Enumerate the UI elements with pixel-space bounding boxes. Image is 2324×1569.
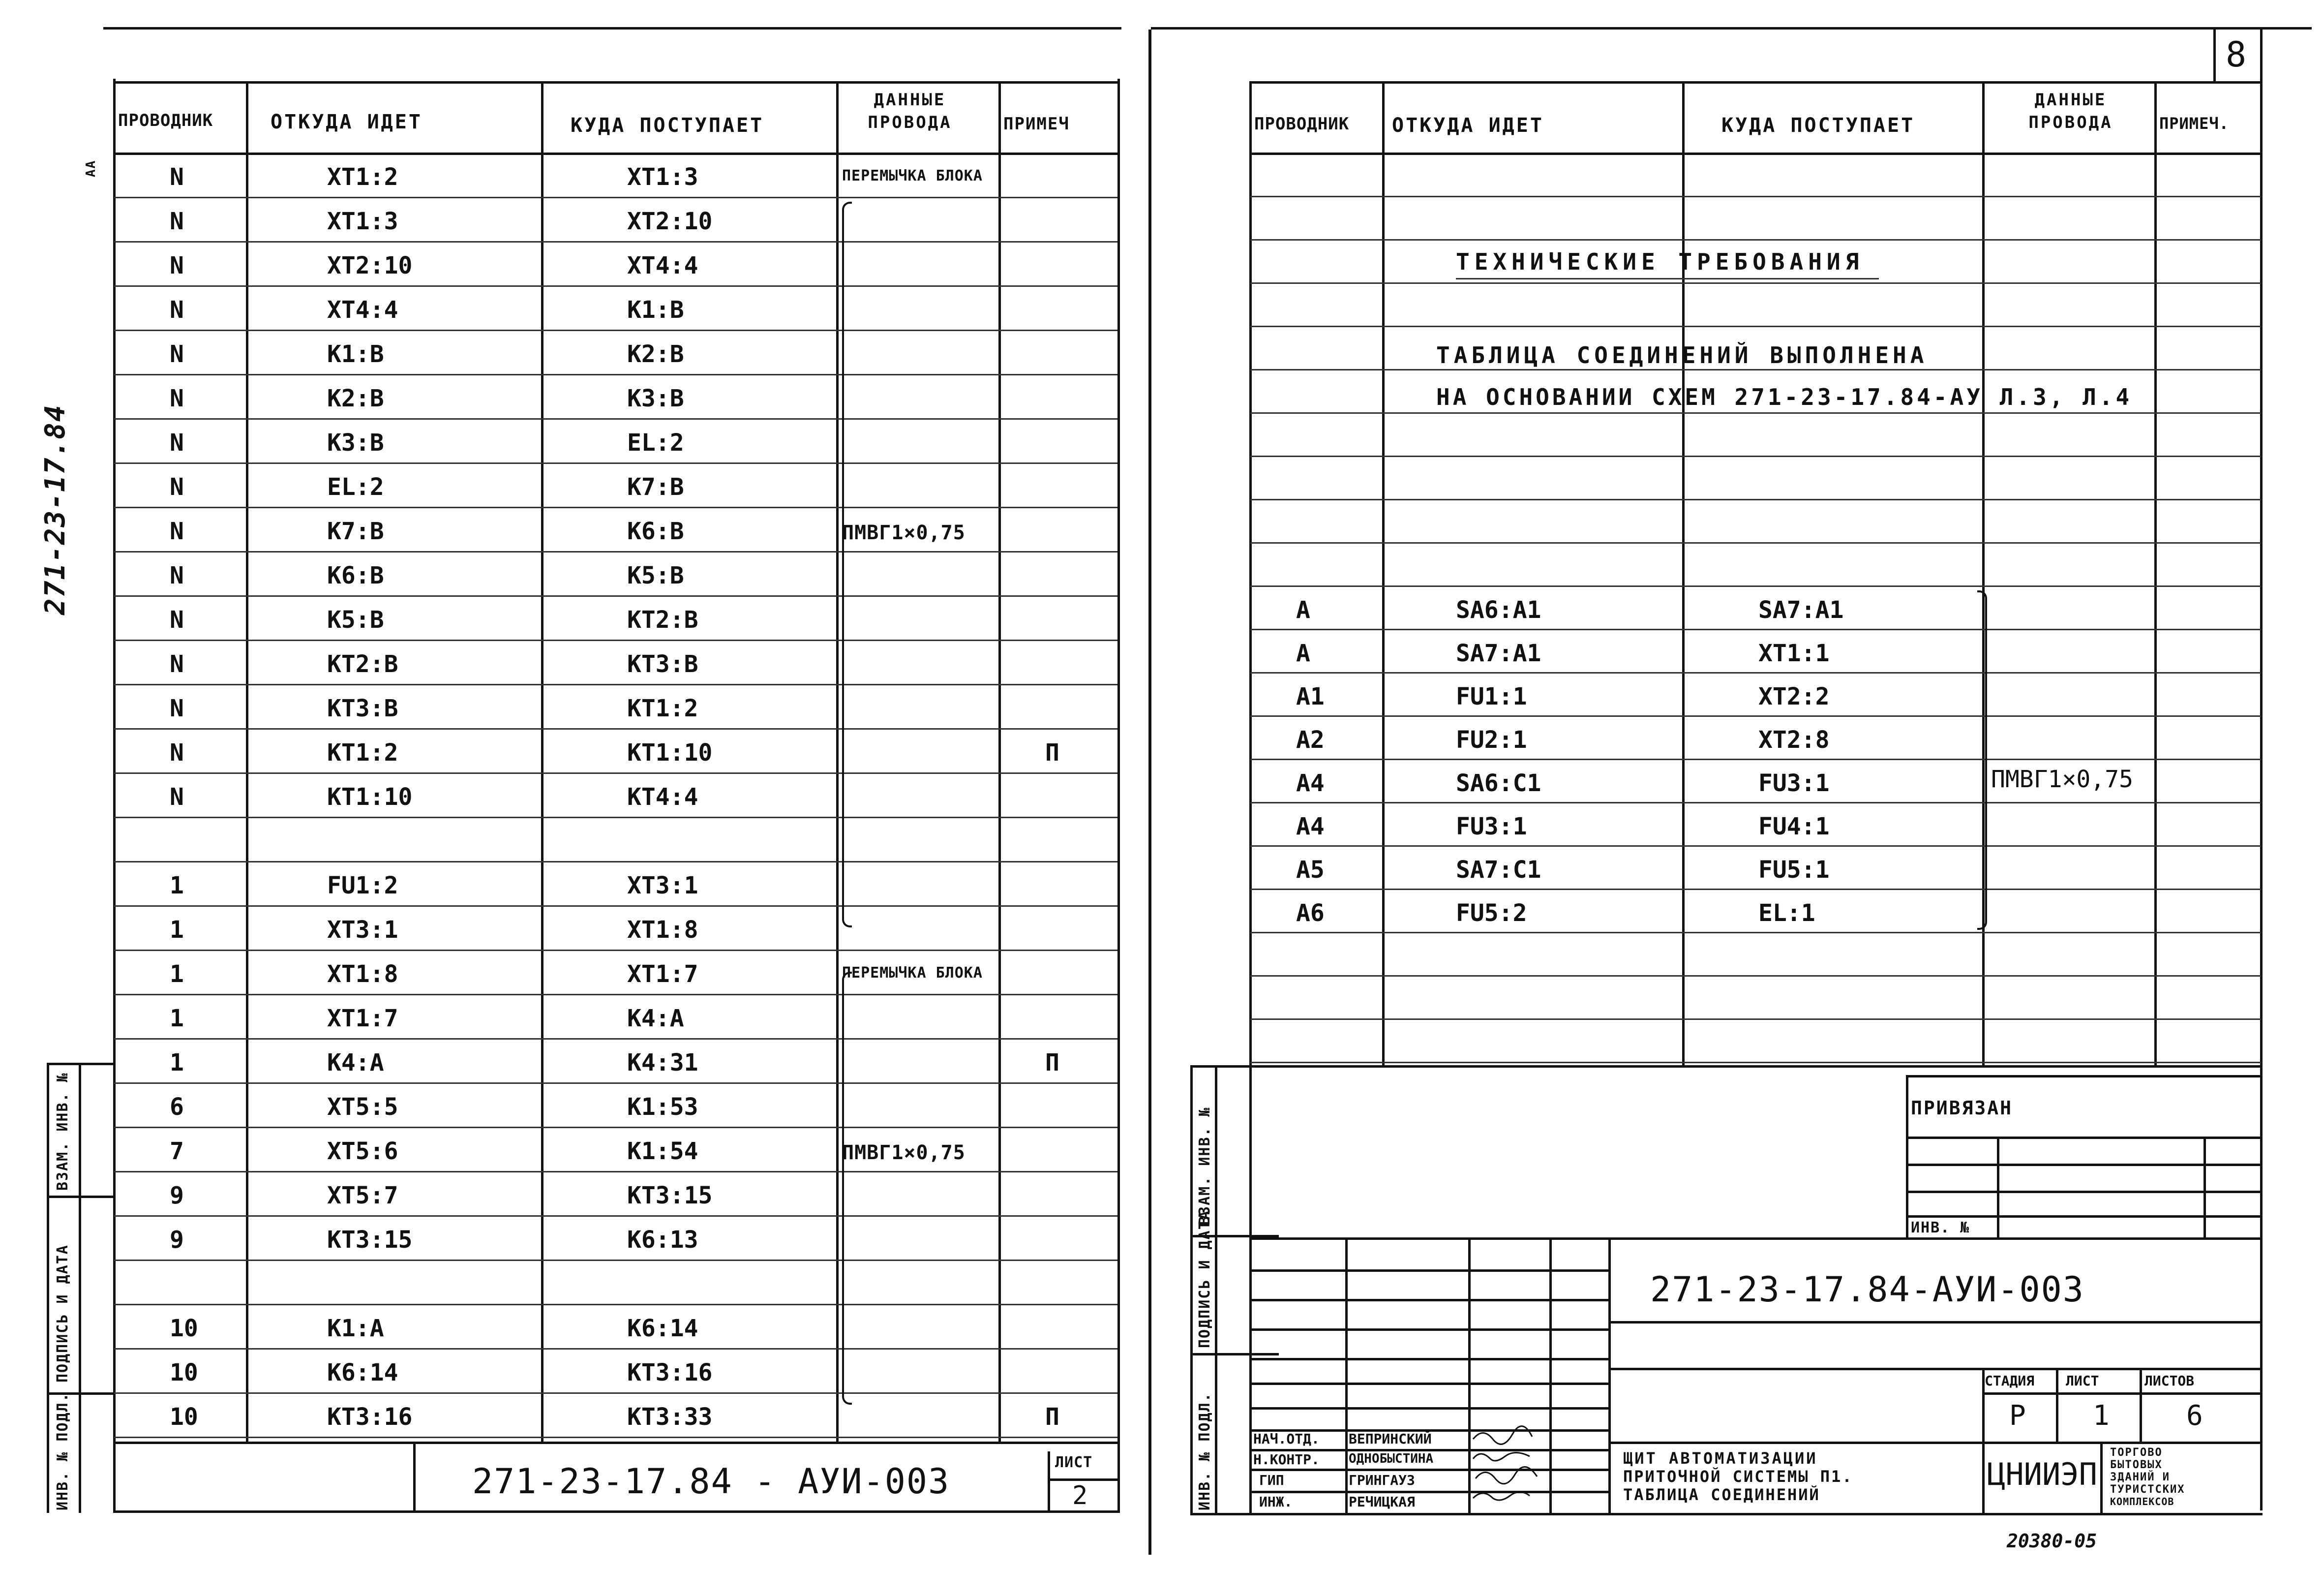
left-doc-code: 271-23-17.84 - АУИ-003 [472, 1461, 950, 1502]
org-desc-4: ТУРИСТСКИХ [2110, 1483, 2185, 1496]
right-cell-from: FU5:2 [1456, 899, 1527, 927]
left-cell-wire: N [170, 783, 184, 811]
right-cell-wire: A6 [1296, 899, 1325, 927]
footer-code: 20380-05 [2007, 1530, 2097, 1552]
left-cell-to: XT4:4 [627, 252, 698, 279]
signatures [1468, 1424, 1549, 1513]
right-grid-line [1250, 499, 2261, 500]
left-cell-from: XT1:8 [327, 960, 398, 988]
role-4-name: РЕЧИЦКАЯ [1349, 1494, 1415, 1510]
role-2: Н.КОНТР. [1253, 1451, 1320, 1468]
left-cell-from: XT3:1 [327, 916, 398, 944]
left-row-line [114, 1082, 1117, 1084]
right-cell-to: XT1:1 [1758, 640, 1830, 667]
left-cell-note: П [1045, 1049, 1059, 1077]
right-cell-wire: A5 [1296, 856, 1325, 884]
left-cell-from: XT5:7 [327, 1182, 398, 1209]
left-cell-to: KT3:B [627, 650, 698, 678]
left-cell-wire: 10 [170, 1403, 198, 1431]
right-grid-line [1250, 672, 2261, 674]
left-cell-wire: 9 [170, 1182, 184, 1209]
left-cell-wire: N [170, 518, 184, 545]
left-cell-to: XT3:1 [627, 872, 698, 899]
right-cell-from: FU2:1 [1456, 726, 1527, 754]
right-grid-line [1250, 759, 2261, 760]
left-cell-wire: 6 [170, 1093, 184, 1121]
left-cell-wire: 1 [170, 960, 184, 988]
right-grid-line [1250, 282, 2261, 284]
right-margin-label-1: ИНВ. № ПОДЛ. [1196, 1392, 1213, 1510]
right-grid-line [1250, 196, 2261, 197]
left-cell-wire: N [170, 606, 184, 634]
left-cell-wire: N [170, 385, 184, 412]
left-row-line [114, 994, 1117, 995]
left-cell-from: FU1:2 [327, 872, 398, 899]
left-cell-from: K6:14 [327, 1359, 398, 1386]
right-cell-wire: A [1296, 640, 1310, 667]
left-cell-from: K1:B [327, 340, 384, 368]
left-cell-wire: N [170, 163, 184, 191]
right-wire-data: ПМВГ1×0,75 [1991, 766, 2133, 793]
org-desc-2: БЫТОВЫХ [2110, 1459, 2163, 1471]
left-cell-from: K7:B [327, 518, 384, 545]
left-cell-to: K6:13 [627, 1226, 698, 1254]
left-cell-wire: 9 [170, 1226, 184, 1254]
left-cell-to: XT1:7 [627, 960, 698, 988]
drawing-title-2: ПРИТОЧНОЙ СИСТЕМЫ П1. [1623, 1467, 1853, 1486]
role-4: ИНЖ. [1259, 1494, 1293, 1510]
right-cell-to: XT2:2 [1758, 683, 1830, 710]
left-cell-from: XT2:10 [327, 252, 413, 279]
right-header-from: ОТКУДА ИДЕТ [1392, 114, 1544, 137]
drawing-title-1: ЩИТ АВТОМАТИЗАЦИИ [1623, 1449, 1818, 1468]
left-header-from: ОТКУДА ИДЕТ [271, 111, 423, 133]
requirements-title: ТЕХНИЧЕСКИЕ ТРЕБОВАНИЯ [1456, 248, 1864, 275]
right-cell-to: SA7:A1 [1758, 596, 1844, 624]
left-cell-data: ПЕРЕМЫЧКА БЛОКА [842, 167, 983, 185]
right-grid-line [1250, 542, 2261, 544]
left-side-small: АА [84, 159, 98, 177]
left-cell-wire: 1 [170, 916, 184, 944]
left-cell-to: XT2:10 [627, 208, 713, 235]
left-cell-data: ПМВГ1×0,75 [842, 522, 966, 544]
left-cell-to: KT1:2 [627, 695, 698, 722]
left-row-line [114, 950, 1117, 951]
left-cell-from: K3:B [327, 429, 384, 457]
left-cell-data: ПЕРЕМЫЧКА БЛОКА [842, 964, 983, 982]
left-cell-wire: N [170, 208, 184, 235]
left-cell-to: K5:B [627, 562, 684, 589]
left-cell-to: XT1:8 [627, 916, 698, 944]
sheets-label: ЛИСТОВ [2144, 1373, 2195, 1389]
right-cell-from: FU1:1 [1456, 683, 1527, 710]
left-row-line [114, 1304, 1117, 1305]
role-1-name: ВЕПРИНСКИЙ [1349, 1431, 1432, 1447]
left-cell-from: KT1:10 [327, 783, 413, 811]
left-cell-to: K6:14 [627, 1315, 698, 1342]
left-cell-from: K1:A [327, 1315, 384, 1342]
left-cell-to: KT3:15 [627, 1182, 713, 1209]
inv-no-label: ИНВ. № [1911, 1219, 1970, 1236]
right-grid-line [1250, 412, 2261, 414]
right-cell-wire: A1 [1296, 683, 1325, 710]
left-sheet-label: ЛИСТ [1055, 1454, 1093, 1471]
left-side-code: 271-23-17.84 [39, 404, 71, 615]
left-cell-wire: N [170, 695, 184, 722]
left-row-line [114, 462, 1117, 464]
left-row-line [114, 817, 1117, 818]
left-row-line [114, 197, 1117, 198]
left-cell-to: KT3:33 [627, 1403, 713, 1431]
left-cell-from: XT1:7 [327, 1005, 398, 1032]
left-cell-to: K3:B [627, 385, 684, 412]
right-margin-label-2: ПОДПИСЬ И ДАТА [1196, 1210, 1213, 1348]
left-row-line [114, 374, 1117, 375]
left-row-line [114, 905, 1117, 907]
left-cell-to: K6:B [627, 518, 684, 545]
left-cell-to: K2:B [627, 340, 684, 368]
attached-label: ПРИВЯЗАН [1911, 1097, 2013, 1119]
left-cell-from: XT4:4 [327, 296, 398, 324]
left-header-to: КУДА ПОСТУПАЕТ [571, 114, 764, 137]
left-cell-to: KT1:10 [627, 739, 713, 767]
left-cell-from: XT5:6 [327, 1138, 398, 1165]
drawing-title-3: ТАБЛИЦА СОЕДИНЕНИЙ [1623, 1485, 1820, 1504]
right-cell-to: FU5:1 [1758, 856, 1830, 884]
left-cell-from: XT5:5 [327, 1093, 398, 1121]
left-cell-to: XT1:3 [627, 163, 698, 191]
left-cell-wire: 1 [170, 872, 184, 899]
right-cell-from: FU3:1 [1456, 813, 1527, 840]
left-margin-label-3: ВЗАМ. ИНВ. № [54, 1072, 71, 1191]
requirements-line-2: НА ОСНОВАНИИ СХЕМ 271-23-17.84-АУ Л.3, Л.4 [1436, 384, 2133, 410]
left-cell-to: K1:B [627, 296, 684, 324]
left-cell-from: KT3:16 [327, 1403, 413, 1431]
right-cell-wire: A4 [1296, 813, 1325, 840]
left-header-data: ДАННЫЕ ПРОВОДА [868, 90, 952, 132]
left-cell-wire: N [170, 340, 184, 368]
left-row-line [114, 772, 1117, 774]
right-header-wire: ПРОВОДНИК [1254, 114, 1350, 134]
left-brace-1 [842, 202, 852, 927]
right-doc-code: 271-23-17.84-АУИ-003 [1650, 1269, 2084, 1310]
left-cell-wire: 7 [170, 1138, 184, 1165]
left-row-line [114, 285, 1117, 287]
left-cell-from: KT1:2 [327, 739, 398, 767]
right-grid-line [1250, 585, 2261, 587]
right-grid-line [1250, 239, 2261, 241]
left-cell-note: П [1045, 1403, 1059, 1431]
left-row-line [114, 1171, 1117, 1172]
left-row-line [114, 418, 1117, 420]
right-cell-to: EL:1 [1758, 899, 1815, 927]
right-grid-line [1250, 715, 2261, 717]
left-row-line [114, 728, 1117, 730]
left-cell-wire: 10 [170, 1359, 198, 1386]
left-header-note: ПРИМЕЧ [1003, 114, 1070, 134]
role-1: НАЧ.ОТД. [1253, 1431, 1320, 1447]
left-cell-from: XT1:2 [327, 163, 398, 191]
right-margin-label-3: ВЗАМ. ИНВ. № [1196, 1107, 1213, 1225]
right-cell-wire: A2 [1296, 726, 1325, 754]
right-grid-line [1250, 889, 2261, 890]
left-cell-from: K2:B [327, 385, 384, 412]
left-cell-from: K6:B [327, 562, 384, 589]
right-grid-line [1250, 369, 2261, 370]
right-cell-wire: A4 [1296, 769, 1325, 797]
left-cell-from: KT2:B [327, 650, 398, 678]
left-cell-wire: N [170, 739, 184, 767]
left-row-line [114, 861, 1117, 862]
left-cell-wire: 1 [170, 1049, 184, 1077]
org-desc-3: ЗДАНИЙ И [2110, 1471, 2170, 1483]
right-grid-line [1250, 1062, 2261, 1063]
left-cell-to: KT4:4 [627, 783, 698, 811]
left-row-line [114, 330, 1117, 331]
right-grid-line [1250, 1018, 2261, 1020]
left-cell-to: KT2:B [627, 606, 698, 634]
org-desc-1: ТОРГОВО [2110, 1446, 2163, 1459]
left-cell-wire: 1 [170, 1005, 184, 1032]
left-cell-wire: N [170, 296, 184, 324]
right-grid-line [1250, 975, 2261, 977]
stage-label: СТАДИЯ [1985, 1373, 2035, 1389]
left-cell-note: П [1045, 739, 1059, 767]
right-cell-to: XT2:8 [1758, 726, 1830, 754]
left-cell-to: K4:A [627, 1005, 684, 1032]
stage-value: Р [2009, 1400, 2026, 1432]
sheets-value: 6 [2186, 1400, 2203, 1432]
left-cell-to: K1:53 [627, 1093, 698, 1121]
right-grid-line [1250, 845, 2261, 847]
left-cell-from: XT1:3 [327, 208, 398, 235]
left-cell-to: EL:2 [627, 429, 684, 457]
left-margin-label-2: ПОДПИСЬ И ДАТА [54, 1244, 71, 1383]
left-header-wire: ПРОВОДНИК [118, 111, 213, 130]
left-cell-wire: N [170, 252, 184, 279]
left-row-line [114, 551, 1117, 553]
right-cell-from: SA7:A1 [1456, 640, 1541, 667]
right-header-note: ПРИМЕЧ. [2159, 114, 2229, 133]
left-row-line [114, 684, 1117, 685]
right-grid-line [1250, 932, 2261, 933]
left-cell-to: K7:B [627, 473, 684, 501]
right-brace [1977, 590, 1987, 930]
stamp-sheet-value: 1 [2093, 1400, 2110, 1432]
right-cell-from: SA7:C1 [1456, 856, 1541, 884]
left-cell-from: EL:2 [327, 473, 384, 501]
left-cell-from: KT3:15 [327, 1226, 413, 1254]
left-cell-wire: N [170, 429, 184, 457]
role-3-name: ГРИНГАУЗ [1349, 1472, 1415, 1488]
right-cell-wire: A [1296, 596, 1310, 624]
left-row-line [114, 1348, 1117, 1350]
left-cell-wire: N [170, 650, 184, 678]
role-2-name: ОДНОБЫСТИНА [1349, 1451, 1434, 1466]
left-brace-2 [842, 972, 852, 1405]
left-row-line [114, 241, 1117, 243]
left-cell-from: K4:A [327, 1049, 384, 1077]
left-cell-wire: N [170, 473, 184, 501]
left-cell-from: KT3:B [327, 695, 398, 722]
left-row-line [114, 595, 1117, 597]
right-cell-from: SA6:A1 [1456, 596, 1541, 624]
requirements-line-1: ТАБЛИЦА СОЕДИНЕНИЙ ВЫПОЛНЕНА [1436, 342, 1928, 369]
right-cell-from: SA6:C1 [1456, 769, 1541, 797]
left-cell-from: K5:B [327, 606, 384, 634]
left-sheet-number: 2 [1072, 1481, 1088, 1510]
left-row-line [114, 1127, 1117, 1128]
right-header-to: КУДА ПОСТУПАЕТ [1721, 114, 1915, 137]
left-cell-wire: N [170, 562, 184, 589]
left-row-line [114, 1215, 1117, 1217]
left-row-line [114, 1437, 1117, 1438]
right-grid-line [1250, 802, 2261, 803]
left-row-line [114, 1260, 1117, 1261]
left-cell-data: ПМВГ1×0,75 [842, 1141, 966, 1164]
right-grid-line [1250, 456, 2261, 457]
left-cell-to: K4:31 [627, 1049, 698, 1077]
right-header-data: ДАННЫЕ ПРОВОДА [2028, 90, 2113, 132]
left-margin-label-1: ИНВ. № ПОДЛ. [54, 1392, 71, 1510]
left-row-line [114, 640, 1117, 641]
right-cell-to: FU4:1 [1758, 813, 1830, 840]
left-cell-to: KT3:16 [627, 1359, 713, 1386]
right-grid-line [1250, 326, 2261, 327]
org-desc-5: КОМПЛЕКСОВ [2110, 1496, 2174, 1507]
left-row-line [114, 1392, 1117, 1394]
left-cell-to: K1:54 [627, 1138, 698, 1165]
right-grid-line [1250, 629, 2261, 630]
right-cell-to: FU3:1 [1758, 769, 1830, 797]
role-3: ГИП [1259, 1472, 1284, 1488]
org-name: ЦНИИЭП [1987, 1456, 2097, 1492]
stamp-sheet-label: ЛИСТ [2066, 1373, 2099, 1389]
left-row-line [114, 507, 1117, 508]
left-row-line [114, 1038, 1117, 1040]
page-number: 8 [2226, 34, 2247, 75]
left-cell-wire: 10 [170, 1315, 198, 1342]
